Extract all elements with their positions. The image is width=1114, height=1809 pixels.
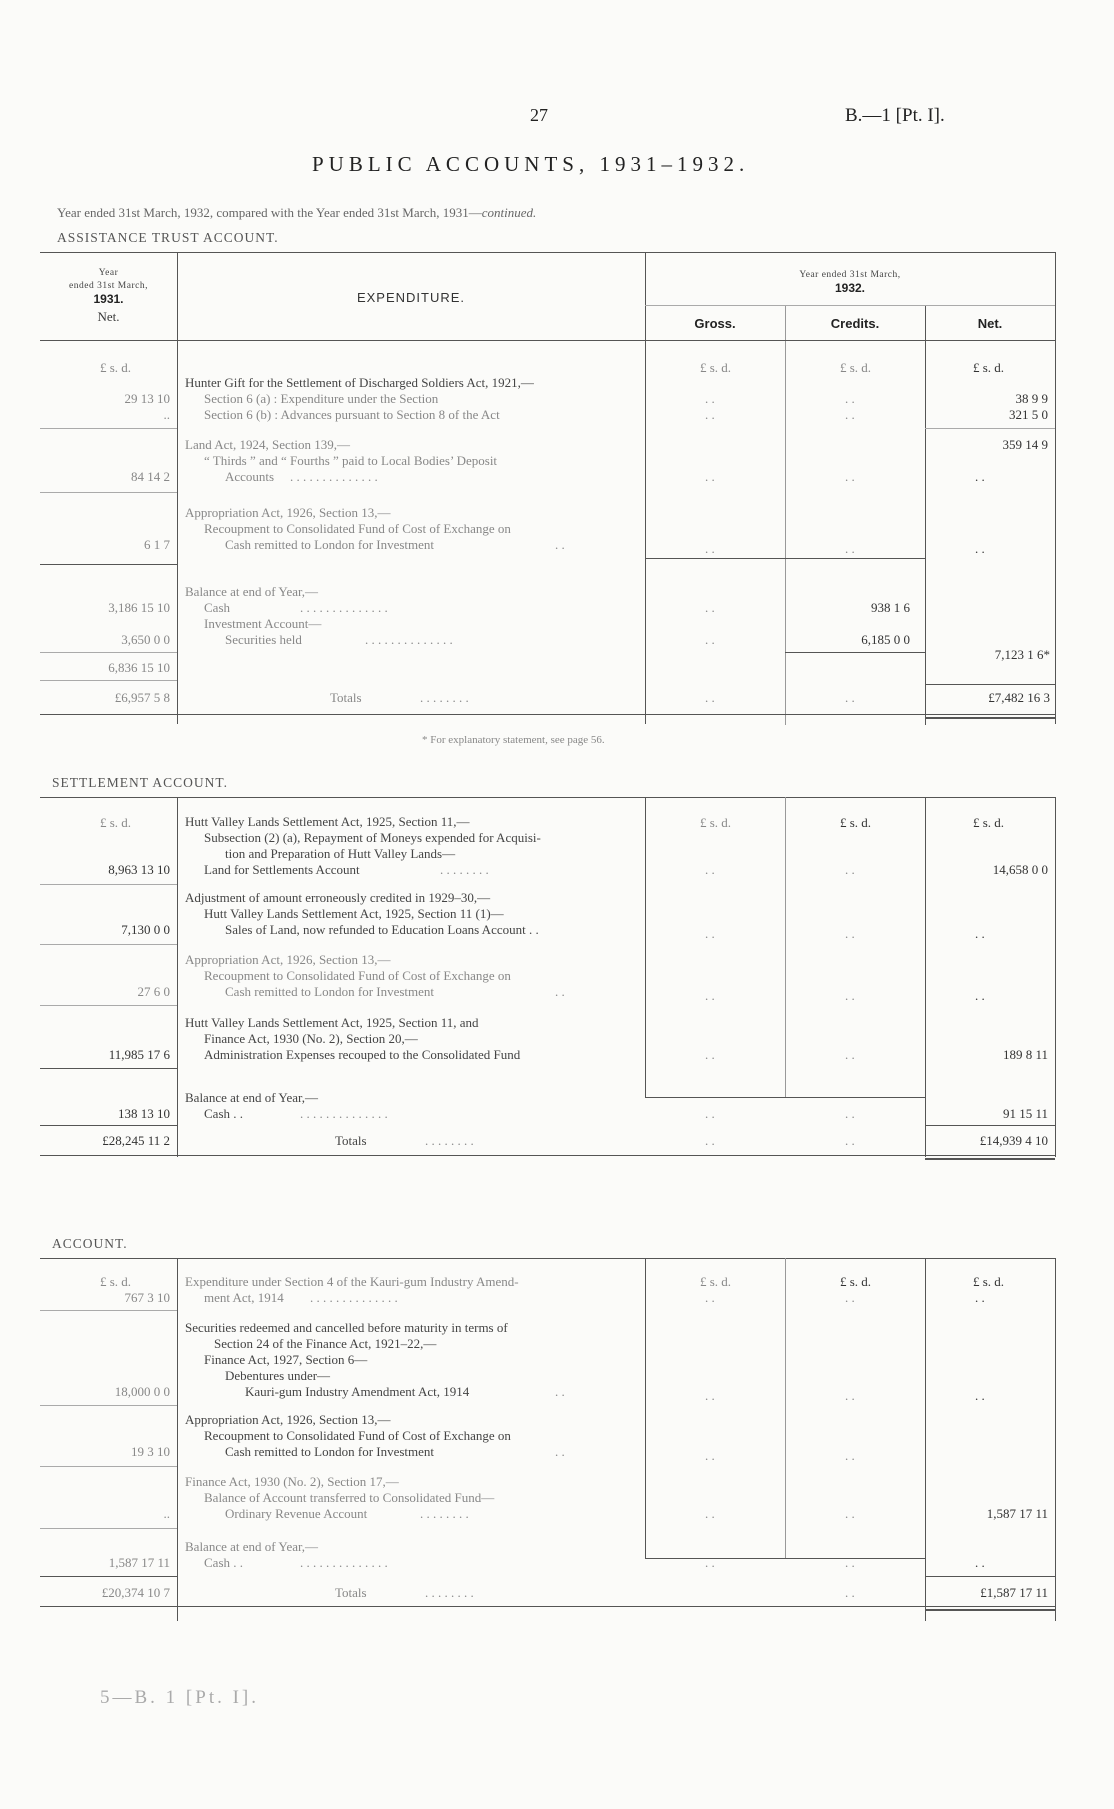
rule <box>925 428 1055 429</box>
kauri-approp-gross: . . <box>705 1448 715 1463</box>
kauri-secur-leader: . . <box>555 1384 565 1399</box>
rule <box>40 1528 177 1529</box>
assistance-gross-lsd: £ s. d. <box>700 360 732 375</box>
kauri-credits-col-rule <box>925 1258 926 1621</box>
kauri-prev-col-rule <box>177 1258 178 1621</box>
settlement-approp-credits: . . <box>845 988 855 1003</box>
kauri-balance-leader: . . . . . . . . . . . . . . <box>300 1555 388 1570</box>
assistance-land-l3: Accounts <box>225 469 275 484</box>
rule <box>40 944 177 945</box>
settlement-exp-col-rule <box>645 797 646 1097</box>
kauri-gross-lsd: £ s. d. <box>700 1274 732 1289</box>
rule <box>40 564 177 565</box>
rule <box>925 1576 1055 1577</box>
expenditure-header: EXPENDITURE. <box>356 290 466 305</box>
kauri-exp-prev: 767 3 10 <box>124 1290 170 1305</box>
assistance-balance-gross: . . <box>705 600 715 615</box>
settlement-gross-col-rule <box>785 797 786 1097</box>
settlement-approp-prev: 27 6 0 <box>137 984 170 999</box>
settlement-hutt-gross: . . <box>705 862 715 877</box>
assistance-balance-credits-cash: 938 1 6 <box>871 600 910 615</box>
assistance-land-l1: Land Act, 1924, Section 139,— <box>185 437 351 452</box>
kauri-secur-l4: Debentures under— <box>225 1368 331 1383</box>
kauri-exp-net: . . <box>975 1290 985 1305</box>
settlement-top-rule <box>40 797 1055 798</box>
assistance-approp-gross: . . <box>705 541 715 556</box>
settlement-balance-leader: . . . . . . . . . . . . . . <box>300 1106 388 1121</box>
assistance-hunter-prev-a: 29 13 10 <box>124 391 170 406</box>
settlement-balance-l1: Balance at end of Year,— <box>185 1090 319 1105</box>
assistance-hunter-l3: Section 6 (b) : Advances pursuant to Section 8 of the Act <box>204 407 500 422</box>
kauri-finance-l1: Finance Act, 1930 (No. 2), Section 17,— <box>185 1474 399 1489</box>
assistance-balance-l3: Investment Account— <box>204 616 322 631</box>
settlement-balance-net: 91 15 11 <box>1002 1106 1048 1121</box>
settlement-hutt-net: 14,658 0 0 <box>992 862 1048 877</box>
assistance-balance-l2: Cash <box>204 600 230 615</box>
assistance-net-lsd: £ s. d. <box>973 360 1005 375</box>
rule <box>645 1097 925 1098</box>
subtitle-italic: continued. <box>481 205 537 220</box>
assistance-top-rule <box>40 252 1055 253</box>
assistance-hunter-net-a: 38 9 9 <box>1015 391 1048 406</box>
subtitle-main: Year ended 31st March, 1932, compared with the Year ended 31st March, 1931— <box>57 205 482 220</box>
assistance-balance-l1: Balance at end of Year,— <box>185 584 319 599</box>
assistance-totals-gross: . . <box>705 690 715 705</box>
kauri-section-title: ACCOUNT. <box>52 1236 128 1251</box>
assistance-prev-lsd: £ s. d. <box>100 360 132 375</box>
assistance-land-prev: 84 14 2 <box>131 469 170 484</box>
assistance-totals-net: £7,482 16 3 <box>988 690 1050 705</box>
settlement-hutt2-net: 189 8 11 <box>1002 1047 1048 1062</box>
kauri-exp-leader: . . . . . . . . . . . . . . <box>310 1290 398 1305</box>
page-title: PUBLIC ACCOUNTS, 1931–1932. <box>312 152 750 176</box>
settlement-totals-credits: . . <box>845 1133 855 1148</box>
assistance-hunter-prev-b: .. <box>163 407 170 422</box>
kauri-right-rule <box>1055 1258 1056 1621</box>
prev-year-header-l3: 1931. <box>93 292 124 306</box>
settlement-prev-col-rule <box>177 797 178 1157</box>
assistance-totals-credits: . . <box>845 690 855 705</box>
rule <box>40 1576 177 1577</box>
kauri-approp-prev: 19 3 10 <box>131 1444 170 1459</box>
assistance-approp-l2: Recoupment to Consolidated Fund of Cost of Exchange on <box>204 521 511 536</box>
assistance-hunter-gross-b: . . <box>705 407 715 422</box>
settlement-adjust-l2: Hutt Valley Lands Settlement Act, 1925, Section 11 (1)— <box>204 906 504 921</box>
settlement-hutt2-l3: Administration Expenses recouped to the Consolidated Fund <box>204 1047 521 1062</box>
assistance-prev-col-rule <box>177 252 178 724</box>
rule <box>40 884 177 885</box>
assistance-gross-col-rule <box>785 305 786 725</box>
kauri-secur-l5: Kauri-gum Industry Amendment Act, 1914 <box>245 1384 470 1399</box>
kauri-secur-net: . . <box>975 1388 985 1403</box>
kauri-balance-net: . . <box>975 1555 985 1570</box>
settlement-balance-gross: . . <box>705 1106 715 1121</box>
settlement-adjust-prev: 7,130 0 0 <box>121 922 170 937</box>
net-header: Net. <box>977 316 1003 331</box>
kauri-totals-label: Totals <box>335 1585 367 1600</box>
assistance-hunter-gross-a: . . <box>705 391 715 406</box>
kauri-exp-credits: . . <box>845 1290 855 1305</box>
document-reference: B.—1 [Pt. I]. <box>845 105 945 126</box>
kauri-balance-l2: Cash . . <box>204 1555 243 1570</box>
assistance-balance-leader-2: . . . . . . . . . . . . . . <box>365 632 453 647</box>
settlement-approp-net: . . <box>975 988 985 1003</box>
kauri-secur-l2: Section 24 of the Finance Act, 1921–22,— <box>214 1336 437 1351</box>
kauri-totals-credits: . . <box>845 1585 855 1600</box>
settlement-hutt-l2: Subsection (2) (a), Repayment of Moneys expended for Acquisi- <box>204 830 541 845</box>
kauri-approp-credits: . . <box>845 1448 855 1463</box>
assistance-approp-l3: Cash remitted to London for Investment <box>225 537 435 552</box>
kauri-finance-gross: . . <box>705 1506 715 1521</box>
settlement-approp-l3: Cash remitted to London for Investment <box>225 984 435 999</box>
kauri-secur-l3: Finance Act, 1927, Section 6— <box>204 1352 368 1367</box>
assistance-credits-col-rule <box>925 305 926 725</box>
assistance-totals-leader: . . . . . . . . <box>420 690 469 705</box>
settlement-credits-col-rule <box>925 797 926 1157</box>
assistance-subhead-rule <box>645 305 1055 306</box>
rule <box>40 492 177 493</box>
kauri-balance-gross: . . <box>705 1555 715 1570</box>
settlement-hutt2-l2: Finance Act, 1930 (No. 2), Section 20,— <box>204 1031 418 1046</box>
assistance-balance-prev-cash: 3,186 15 10 <box>108 600 170 615</box>
assistance-balance-credits-sec: 6,185 0 0 <box>861 632 910 647</box>
page-footer: 5—B. 1 [Pt. I]. <box>100 1687 259 1708</box>
assistance-balance-net: 7,123 1 6* <box>994 647 1050 662</box>
settlement-section-title: SETTLEMENT ACCOUNT. <box>52 775 228 790</box>
assistance-totals-prev: £6,957 5 8 <box>114 690 170 705</box>
cur-year-header-l1: Year ended 31st March, <box>799 270 901 280</box>
assistance-hunter-credits-b: . . <box>845 407 855 422</box>
assistance-section-title: ASSISTANCE TRUST ACCOUNT. <box>57 230 279 245</box>
settlement-hutt-l4: Land for Settlements Account <box>204 862 360 877</box>
settlement-adjust-net: . . <box>975 926 985 941</box>
settlement-gross-lsd: £ s. d. <box>700 815 732 830</box>
rule <box>40 1005 177 1006</box>
settlement-totals-leader: . . . . . . . . <box>425 1133 474 1148</box>
rule <box>925 1158 1055 1160</box>
prev-year-net-header: Net. <box>97 309 120 324</box>
kauri-net-lsd: £ s. d. <box>973 1274 1005 1289</box>
assistance-hunter-credits-a: . . <box>845 391 855 406</box>
kauri-exp-gross: . . <box>705 1290 715 1305</box>
rule <box>40 1155 1055 1156</box>
kauri-totals-prev: £20,374 10 7 <box>101 1585 170 1600</box>
settlement-hutt-l3: tion and Preparation of Hutt Valley Lands— <box>225 846 456 861</box>
assistance-balance-l4: Securities held <box>225 632 302 647</box>
cur-year-header-l2: 1932. <box>834 281 866 295</box>
kauri-credits-lsd: £ s. d. <box>840 1274 872 1289</box>
settlement-totals-net: £14,939 4 10 <box>979 1133 1048 1148</box>
rule <box>40 652 177 653</box>
rule <box>925 717 1055 719</box>
page-subtitle <box>57 205 536 220</box>
gross-header: Gross. <box>694 316 736 331</box>
settlement-adjust-credits: . . <box>845 926 855 941</box>
assistance-balance-prev-sec: 3,650 0 0 <box>121 632 170 647</box>
settlement-approp-gross: . . <box>705 988 715 1003</box>
rule <box>40 1606 1055 1607</box>
settlement-net-lsd: £ s. d. <box>973 815 1005 830</box>
assistance-land-credits: . . <box>845 469 855 484</box>
settlement-balance-credits: . . <box>845 1106 855 1121</box>
kauri-balance-prev: 1,587 17 11 <box>108 1555 170 1570</box>
settlement-totals-gross: . . <box>705 1133 715 1148</box>
rule <box>40 1125 177 1126</box>
assistance-land-leader: . . . . . . . . . . . . . . <box>290 469 378 484</box>
settlement-totals-prev: £28,245 11 2 <box>102 1133 170 1148</box>
assistance-hunter-l1: Hunter Gift for the Settlement of Discharged Soldiers Act, 1921,— <box>185 375 534 390</box>
assistance-right-rule <box>1055 252 1056 724</box>
settlement-adjust-gross: . . <box>705 926 715 941</box>
kauri-totals-leader: . . . . . . . . <box>425 1585 474 1600</box>
settlement-balance-l2: Cash . . <box>204 1106 243 1121</box>
rule <box>40 1405 177 1406</box>
kauri-secur-credits: . . <box>845 1388 855 1403</box>
kauri-balance-l1: Balance at end of Year,— <box>185 1539 319 1554</box>
rule <box>925 1609 1055 1611</box>
settlement-hutt-leader: . . . . . . . . <box>440 862 489 877</box>
settlement-adjust-l1: Adjustment of amount erroneously credited in 1929–30,— <box>185 890 491 905</box>
assistance-approp-net: . . <box>975 541 985 556</box>
rule <box>40 1310 177 1311</box>
settlement-hutt2-gross: . . <box>705 1047 715 1062</box>
rule <box>785 652 925 653</box>
assistance-hunter-net-b: 321 5 0 <box>1009 407 1048 422</box>
settlement-approp-l1: Appropriation Act, 1926, Section 13,— <box>185 952 391 967</box>
kauri-approp-l2: Recoupment to Consolidated Fund of Cost of Exchange on <box>204 1428 511 1443</box>
kauri-prev-lsd: £ s. d. <box>100 1274 132 1289</box>
prev-year-header-l2: ended 31st March, <box>69 281 148 291</box>
assistance-head-bottom-rule <box>40 340 1055 341</box>
page-number: 27 <box>530 105 548 125</box>
prev-year-header-l1: Year <box>98 268 119 278</box>
settlement-right-rule <box>1055 797 1056 1157</box>
assistance-balance-leader-1: . . . . . . . . . . . . . . <box>300 600 388 615</box>
rule <box>645 1558 925 1559</box>
kauri-finance-leader: . . . . . . . . <box>420 1506 469 1521</box>
settlement-approp-l2: Recoupment to Consolidated Fund of Cost of Exchange on <box>204 968 511 983</box>
settlement-hutt2-l1: Hutt Valley Lands Settlement Act, 1925, Section 11, and <box>185 1015 479 1030</box>
kauri-finance-l3: Ordinary Revenue Account <box>225 1506 368 1521</box>
kauri-totals-net: £1,587 17 11 <box>980 1585 1048 1600</box>
rule <box>40 428 177 429</box>
kauri-finance-prev: .. <box>163 1506 170 1521</box>
kauri-exp-l2: ment Act, 1914 <box>204 1290 284 1305</box>
kauri-approp-l1: Appropriation Act, 1926, Section 13,— <box>185 1412 391 1427</box>
settlement-hutt-credits: . . <box>845 862 855 877</box>
rule <box>645 558 925 559</box>
settlement-hutt2-prev: 11,985 17 6 <box>108 1047 170 1062</box>
credits-header: Credits. <box>830 316 880 331</box>
assistance-hunter-l2: Section 6 (a) : Expenditure under the Section <box>204 391 439 406</box>
assistance-land-net: . . <box>975 469 985 484</box>
assistance-approp-l1: Appropriation Act, 1926, Section 13,— <box>185 505 391 520</box>
kauri-finance-credits: . . <box>845 1506 855 1521</box>
assistance-approp-credits: . . <box>845 541 855 556</box>
assistance-land-net-total: 359 14 9 <box>1002 437 1048 452</box>
settlement-hutt2-credits: . . <box>845 1047 855 1062</box>
rule <box>40 714 1055 715</box>
assistance-balance-gross-2: . . <box>705 632 715 647</box>
rule <box>40 1068 177 1069</box>
kauri-top-rule <box>40 1258 1055 1259</box>
kauri-gross-col-rule <box>785 1258 786 1558</box>
settlement-totals-label: Totals <box>335 1133 367 1148</box>
assistance-land-gross: . . <box>705 469 715 484</box>
settlement-balance-prev: 138 13 10 <box>118 1106 170 1121</box>
rule <box>40 1466 177 1467</box>
kauri-secur-l1: Securities redeemed and cancelled before maturity in terms of <box>185 1320 508 1335</box>
kauri-finance-net: 1,587 17 11 <box>986 1506 1048 1521</box>
kauri-balance-credits: . . <box>845 1555 855 1570</box>
kauri-secur-gross: . . <box>705 1388 715 1403</box>
settlement-hutt-l1: Hutt Valley Lands Settlement Act, 1925, Section 11,— <box>185 814 470 829</box>
assistance-credits-lsd: £ s. d. <box>840 360 872 375</box>
assistance-approp-leader: . . <box>555 537 565 552</box>
kauri-approp-leader: . . <box>555 1444 565 1459</box>
assistance-land-l2: “ Thirds ” and “ Fourths ” paid to Local Bodies’ Deposit <box>204 453 498 468</box>
kauri-finance-l2: Balance of Account transferred to Consolidated Fund— <box>204 1490 495 1505</box>
rule <box>925 1125 1055 1126</box>
kauri-approp-l3: Cash remitted to London for Investment <box>225 1444 435 1459</box>
settlement-hutt-prev: 8,963 13 10 <box>108 862 170 877</box>
assistance-approp-prev: 6 1 7 <box>144 537 170 552</box>
settlement-adjust-l3: Sales of Land, now refunded to Education Loans Account . . <box>225 922 539 937</box>
kauri-exp-l1: Expenditure under Section 4 of the Kauri-gum Industry Amend- <box>185 1274 519 1289</box>
assistance-footnote: * For explanatory statement, see page 56. <box>422 734 605 746</box>
kauri-secur-prev: 18,000 0 0 <box>114 1384 170 1399</box>
settlement-prev-lsd: £ s. d. <box>100 815 132 830</box>
settlement-credits-lsd: £ s. d. <box>840 815 872 830</box>
rule <box>925 684 1055 685</box>
assistance-totals-label: Totals <box>330 690 362 705</box>
assistance-balance-prev-sum: 6,836 15 10 <box>108 660 170 675</box>
kauri-exp-col-rule <box>645 1258 646 1558</box>
rule <box>40 680 177 681</box>
settlement-approp-leader: . . <box>555 984 565 999</box>
